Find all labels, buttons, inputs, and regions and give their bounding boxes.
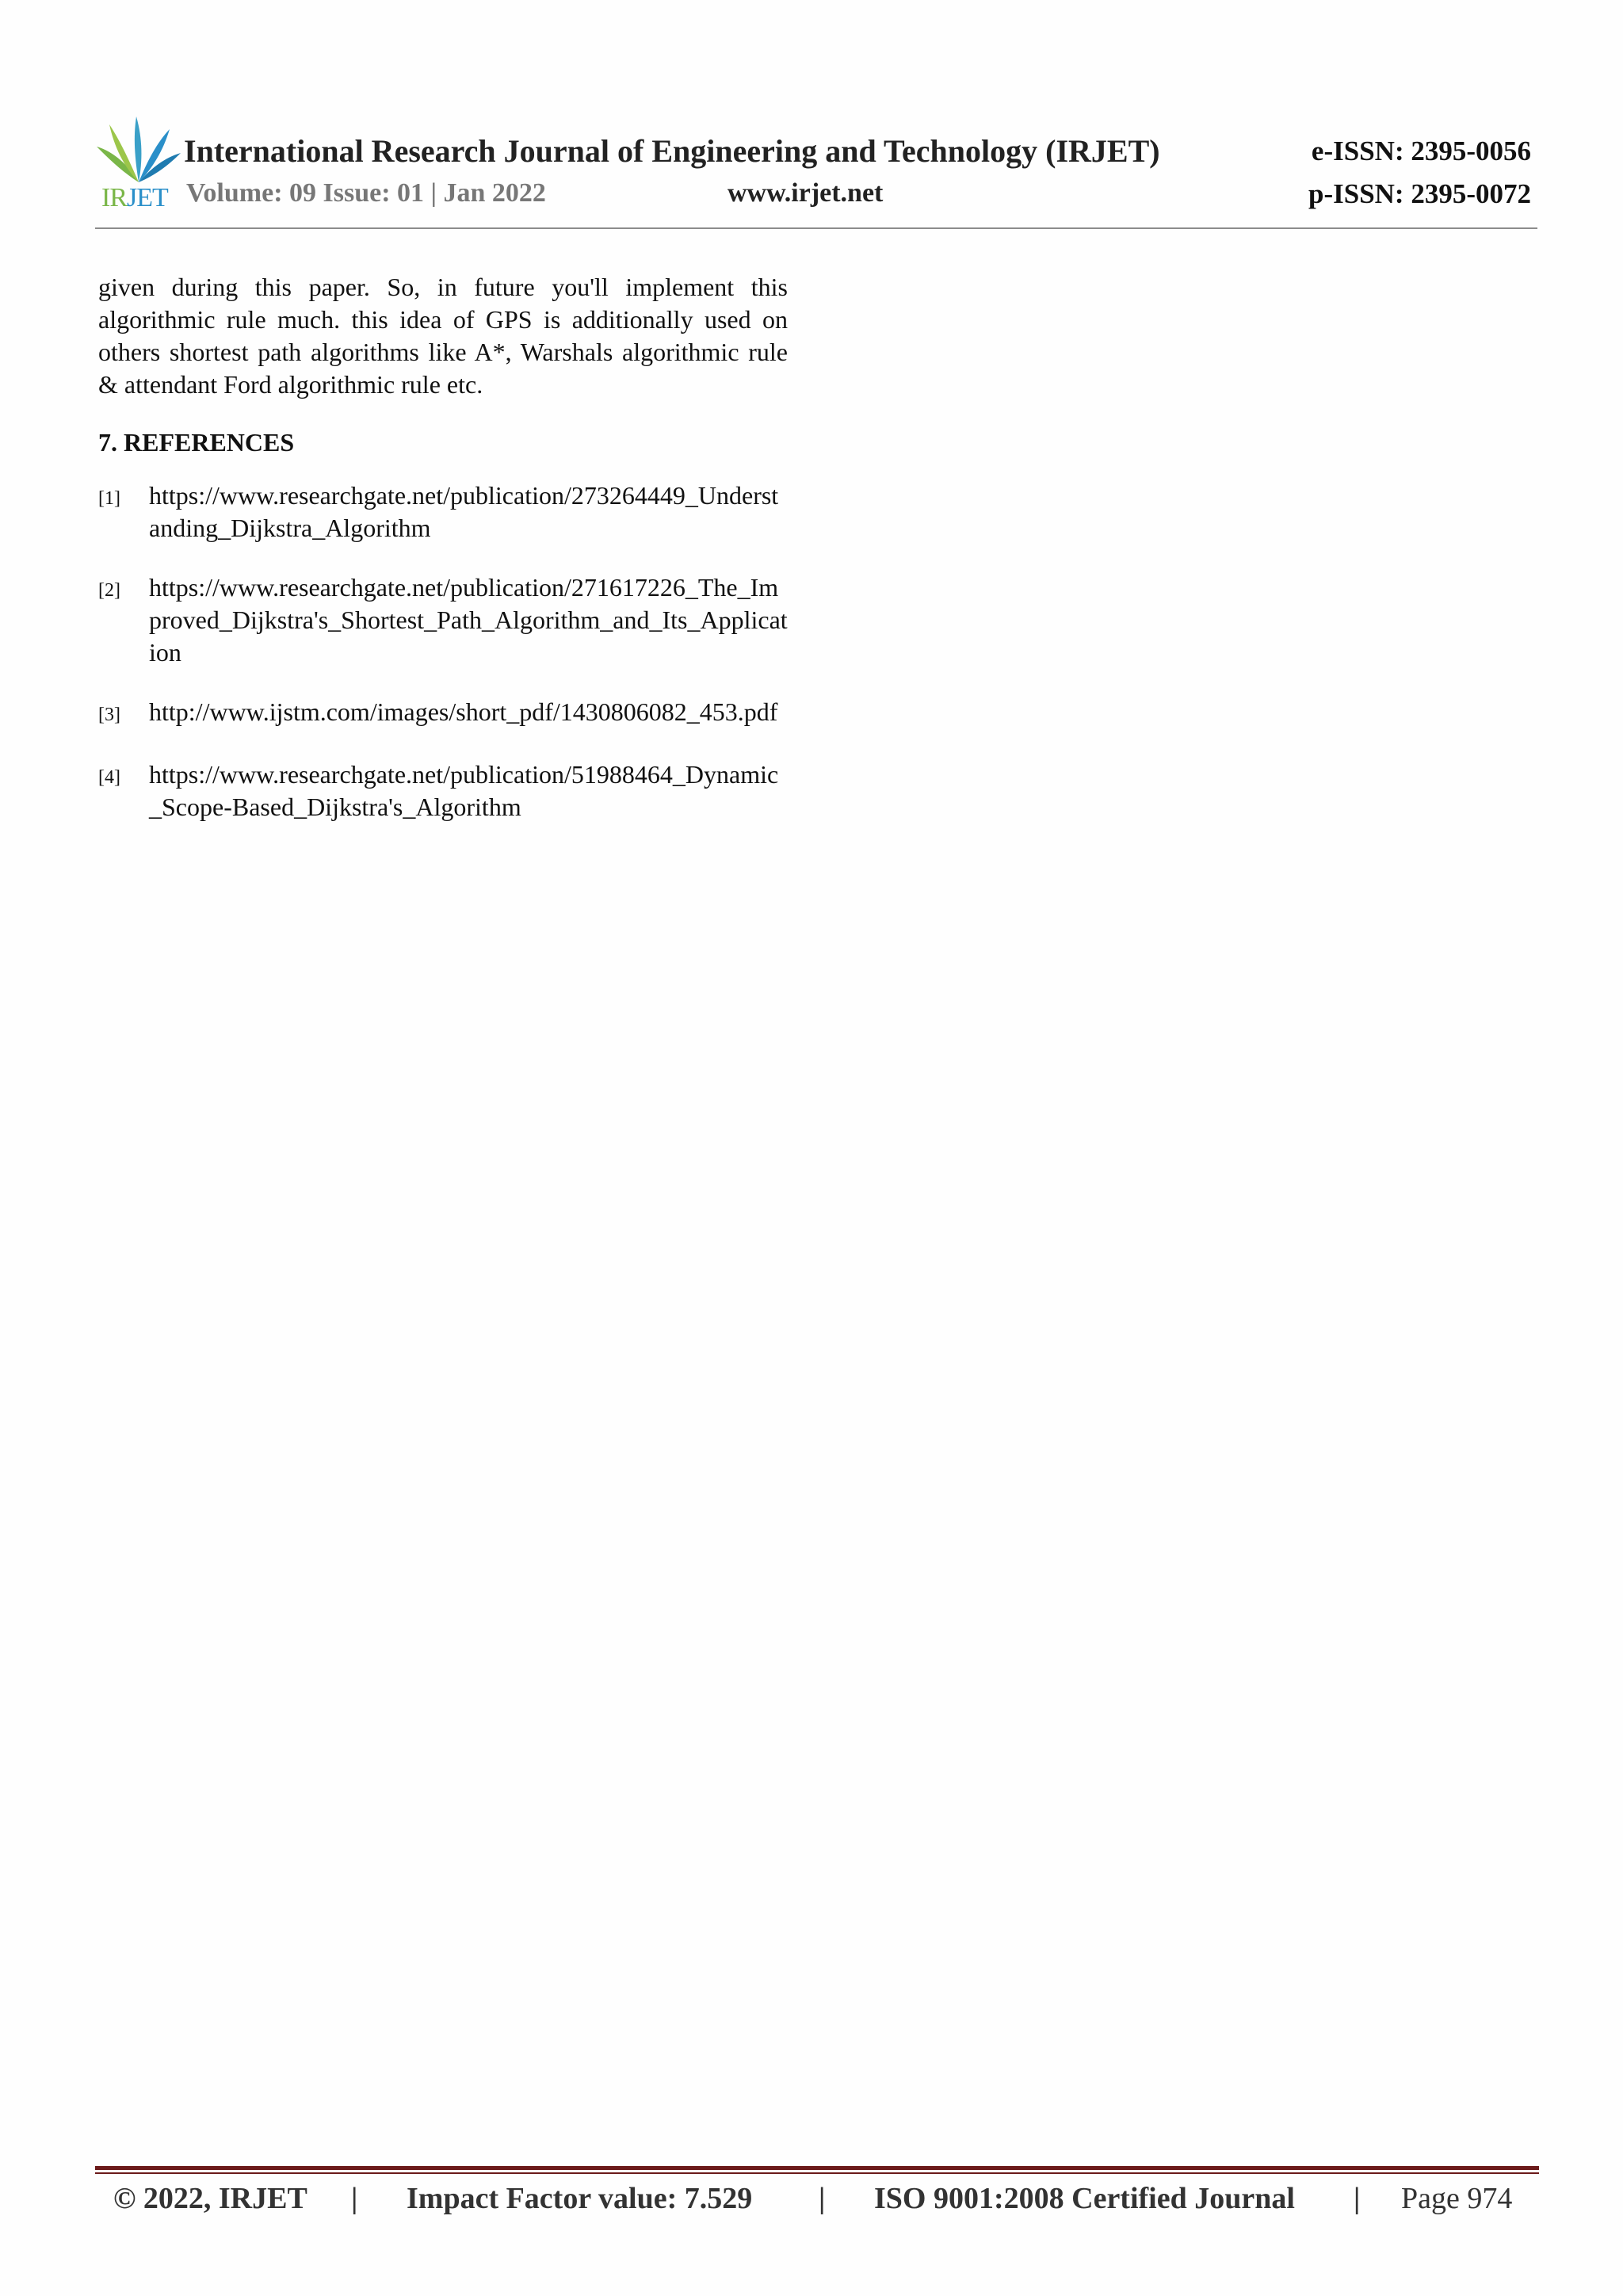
reference-link[interactable]: https://www.researchgate.net/publication/271617226_The_Improved_Dijkstra's_Shortest_Path_Algorithm_and_Its_Application (149, 573, 788, 667)
reference-link[interactable]: http://www.ijstm.com/images/short_pdf/1430806082_453.pdf (149, 697, 778, 726)
reference-item (98, 758, 788, 823)
header-divider (95, 227, 1537, 229)
footer-divider-thin (95, 2172, 1539, 2174)
footer-separator: | (819, 2182, 826, 2215)
left-column (98, 271, 788, 850)
reference-number: [3] (98, 705, 120, 725)
leaf-fan-icon (95, 115, 182, 186)
reference-item (98, 571, 788, 669)
reference-item (98, 479, 788, 544)
body-paragraph: given during this paper. So, in future you'll implement this algorithmic rule much. this idea of GPS is additionally used on others shortest path algorithms like A*, Warshals algorithmic rule & attendant Ford algorithmic rule etc. (98, 273, 788, 399)
references-list (98, 479, 788, 823)
reference-link[interactable]: https://www.researchgate.net/publication/273264449_Understanding_Dijkstra_Algorithm (149, 481, 779, 542)
logo-wordmark: IRJET (101, 183, 168, 212)
irjet-logo (95, 115, 182, 214)
reference-link[interactable]: https://www.researchgate.net/publication/51988464_Dynamic_Scope-Based_Dijkstra's_Algorithm (149, 760, 779, 821)
footer-separator: | (1354, 2182, 1361, 2215)
footer-divider-thick (95, 2166, 1539, 2170)
reference-number: [4] (98, 767, 120, 788)
journal-title: International Research Journal of Engineering and Technology (IRJET) (184, 133, 1160, 169)
eissn: e-ISSN: 2395-0056 (1311, 136, 1531, 166)
pissn: p-ISSN: 2395-0072 (1308, 178, 1531, 209)
footer-impact-factor: Impact Factor value: 7.529 (407, 2182, 753, 2215)
volume-issue: Volume: 09 Issue: 01 | Jan 2022 (186, 178, 546, 208)
section-heading: 7. REFERENCES (98, 428, 295, 457)
footer-iso: ISO 9001:2008 Certified Journal (874, 2182, 1295, 2215)
footer-copyright: © 2022, IRJET (113, 2182, 307, 2215)
footer-page-number: Page 974 (1401, 2182, 1513, 2215)
journal-website[interactable]: www.irjet.net (727, 178, 884, 208)
reference-number: [2] (98, 580, 120, 601)
reference-number: [1] (98, 488, 120, 509)
reference-item (98, 696, 788, 732)
footer-separator: | (351, 2182, 358, 2215)
page-header (95, 115, 1537, 234)
